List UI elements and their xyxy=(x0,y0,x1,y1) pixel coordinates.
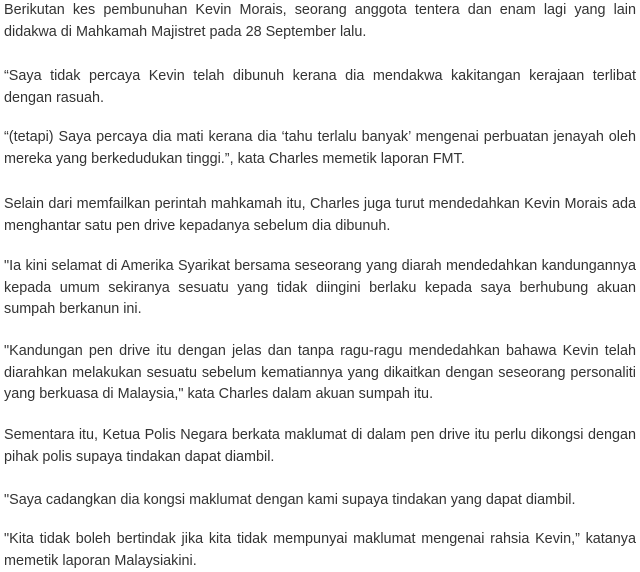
article-paragraph-5: "Ia kini selamat di Amerika Syarikat bersama seseorang yang diarah mendedahkan kandungannya kepada umum sekiranya sesuatu yang tidak diingini berlaku kepada saya berhubung akuan sumpah berkanun ini. xyxy=(4,258,636,317)
article-paragraph-2: “Saya tidak percaya Kevin telah dibunuh kerana dia mendakwa kakitangan kerajaan terlibat dengan rasuah. xyxy=(4,68,636,106)
article-paragraph-8: "Saya cadangkan dia kongsi maklumat dengan kami supaya tindakan yang dapat diambil. xyxy=(4,492,576,508)
article-paragraph-1: Berikutan kes pembunuhan Kevin Morais, seorang anggota tentera dan enam lagi yang lain didakwa di Mahkamah Majistret pada 28 September lalu. xyxy=(4,2,636,40)
article-paragraph-7: Sementara itu, Ketua Polis Negara berkata maklumat di dalam pen drive itu perlu dikongsi dengan pihak polis supaya tindakan dapat diambil. xyxy=(4,427,636,465)
article-paragraph-6: "Kandungan pen drive itu dengan jelas dan tanpa ragu-ragu mendedahkan bahawa Kevin telah diarahkan melakukan sesuatu sebelum kematiannya yang dikaitkan dengan seseorang personaliti yang berkuasa di Malaysia," kata Charles dalam akuan sumpah itu. xyxy=(4,343,636,402)
article-paragraph-4: Selain dari memfailkan perintah mahkamah itu, Charles juga turut mendedahkan Kevin Morais ada menghantar satu pen drive kepadanya sebelum dia dibunuh. xyxy=(4,196,636,234)
article-paragraph-3: “(tetapi) Saya percaya dia mati kerana dia ‘tahu terlalu banyak’ mengenai perbuatan jenayah oleh mereka yang berkedudukan tinggi.”, kata Charles memetik laporan FMT. xyxy=(4,129,636,167)
article-paragraph-9: "Kita tidak boleh bertindak jika kita tidak mempunyai maklumat mengenai rahsia Kevin,” katanya memetik laporan Malaysiakini. xyxy=(4,531,636,569)
